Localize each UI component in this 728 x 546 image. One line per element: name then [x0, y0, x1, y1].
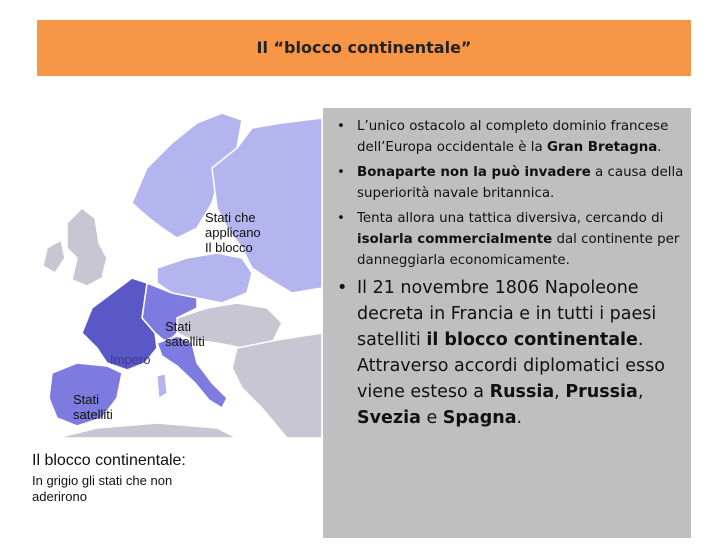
label-satellites-center-line2: satelliti — [165, 334, 205, 349]
title-bar — [37, 20, 691, 76]
bullet-item — [333, 116, 685, 158]
bullet-item — [333, 208, 685, 271]
bullet-text-bold: Prussia — [565, 382, 638, 402]
label-satellites-west — [73, 392, 113, 422]
map-caption-subtitle: In grigio gli stati che non aderirono — [32, 473, 173, 504]
bullet-item — [333, 162, 685, 204]
bullet-list — [333, 116, 685, 431]
text-panel — [323, 108, 691, 538]
bullet-text-bold: Russia — [489, 382, 555, 402]
bullet-text: . — [657, 140, 662, 155]
label-empire: Impero — [110, 352, 151, 367]
bullet-text-bold: isolarla commercialmente — [357, 232, 553, 247]
label-applying-block — [205, 210, 261, 255]
bullet-text: e — [420, 408, 443, 428]
bullet-text: L’unico ostacolo al completo dominio francese dell’Europa occidentale è la — [357, 119, 669, 155]
europe-map-svg — [37, 108, 322, 438]
label-satellites-center-line1: Stati — [165, 319, 192, 334]
label-satellites-west-line2: satelliti — [73, 407, 113, 422]
label-satellites-center — [165, 319, 205, 349]
bullet-text: dal continente per danneggiarla economicamente. — [357, 232, 680, 268]
bullet-text: , — [554, 382, 566, 402]
europe-map — [37, 108, 322, 438]
bullet-dot-icon: • — [337, 119, 345, 134]
bullet-text-bold: Bonaparte non la può invadere — [357, 165, 591, 180]
label-applying-line1: Stati che — [205, 210, 256, 225]
bullet-text: a causa della superiorità navale britannica. — [357, 165, 684, 201]
bullet-text: . — [516, 408, 523, 428]
slide-title: Il “blocco continentale” — [256, 38, 472, 57]
bullet-dot-icon: • — [337, 211, 345, 226]
label-applying-line3: Il blocco — [205, 240, 253, 255]
bullet-item — [333, 275, 685, 431]
label-applying-line2: applicano — [205, 225, 261, 240]
bullet-text-bold: il blocco continentale — [426, 330, 638, 350]
bullet-dot-icon: • — [337, 278, 348, 298]
label-satellites-west-line1: Stati — [73, 392, 100, 407]
bullet-text-bold: Spagna — [442, 408, 517, 428]
map-caption-title: Il blocco continentale: — [32, 452, 186, 469]
bullet-text-bold: Gran Bretagna — [546, 140, 658, 155]
bullet-dot-icon: • — [337, 165, 345, 180]
bullet-text-bold: Svezia — [357, 408, 421, 428]
bullet-text: , — [637, 382, 644, 402]
bullet-text: Il 21 novembre 1806 Napoleone decreta in Francia e in tutti i paesi satelliti — [357, 278, 657, 350]
bullet-text: . Attraverso accordi diplomatici esso viene esteso a — [357, 330, 666, 402]
bullet-text: Tenta allora una tattica diversiva, cercando di — [357, 211, 664, 226]
